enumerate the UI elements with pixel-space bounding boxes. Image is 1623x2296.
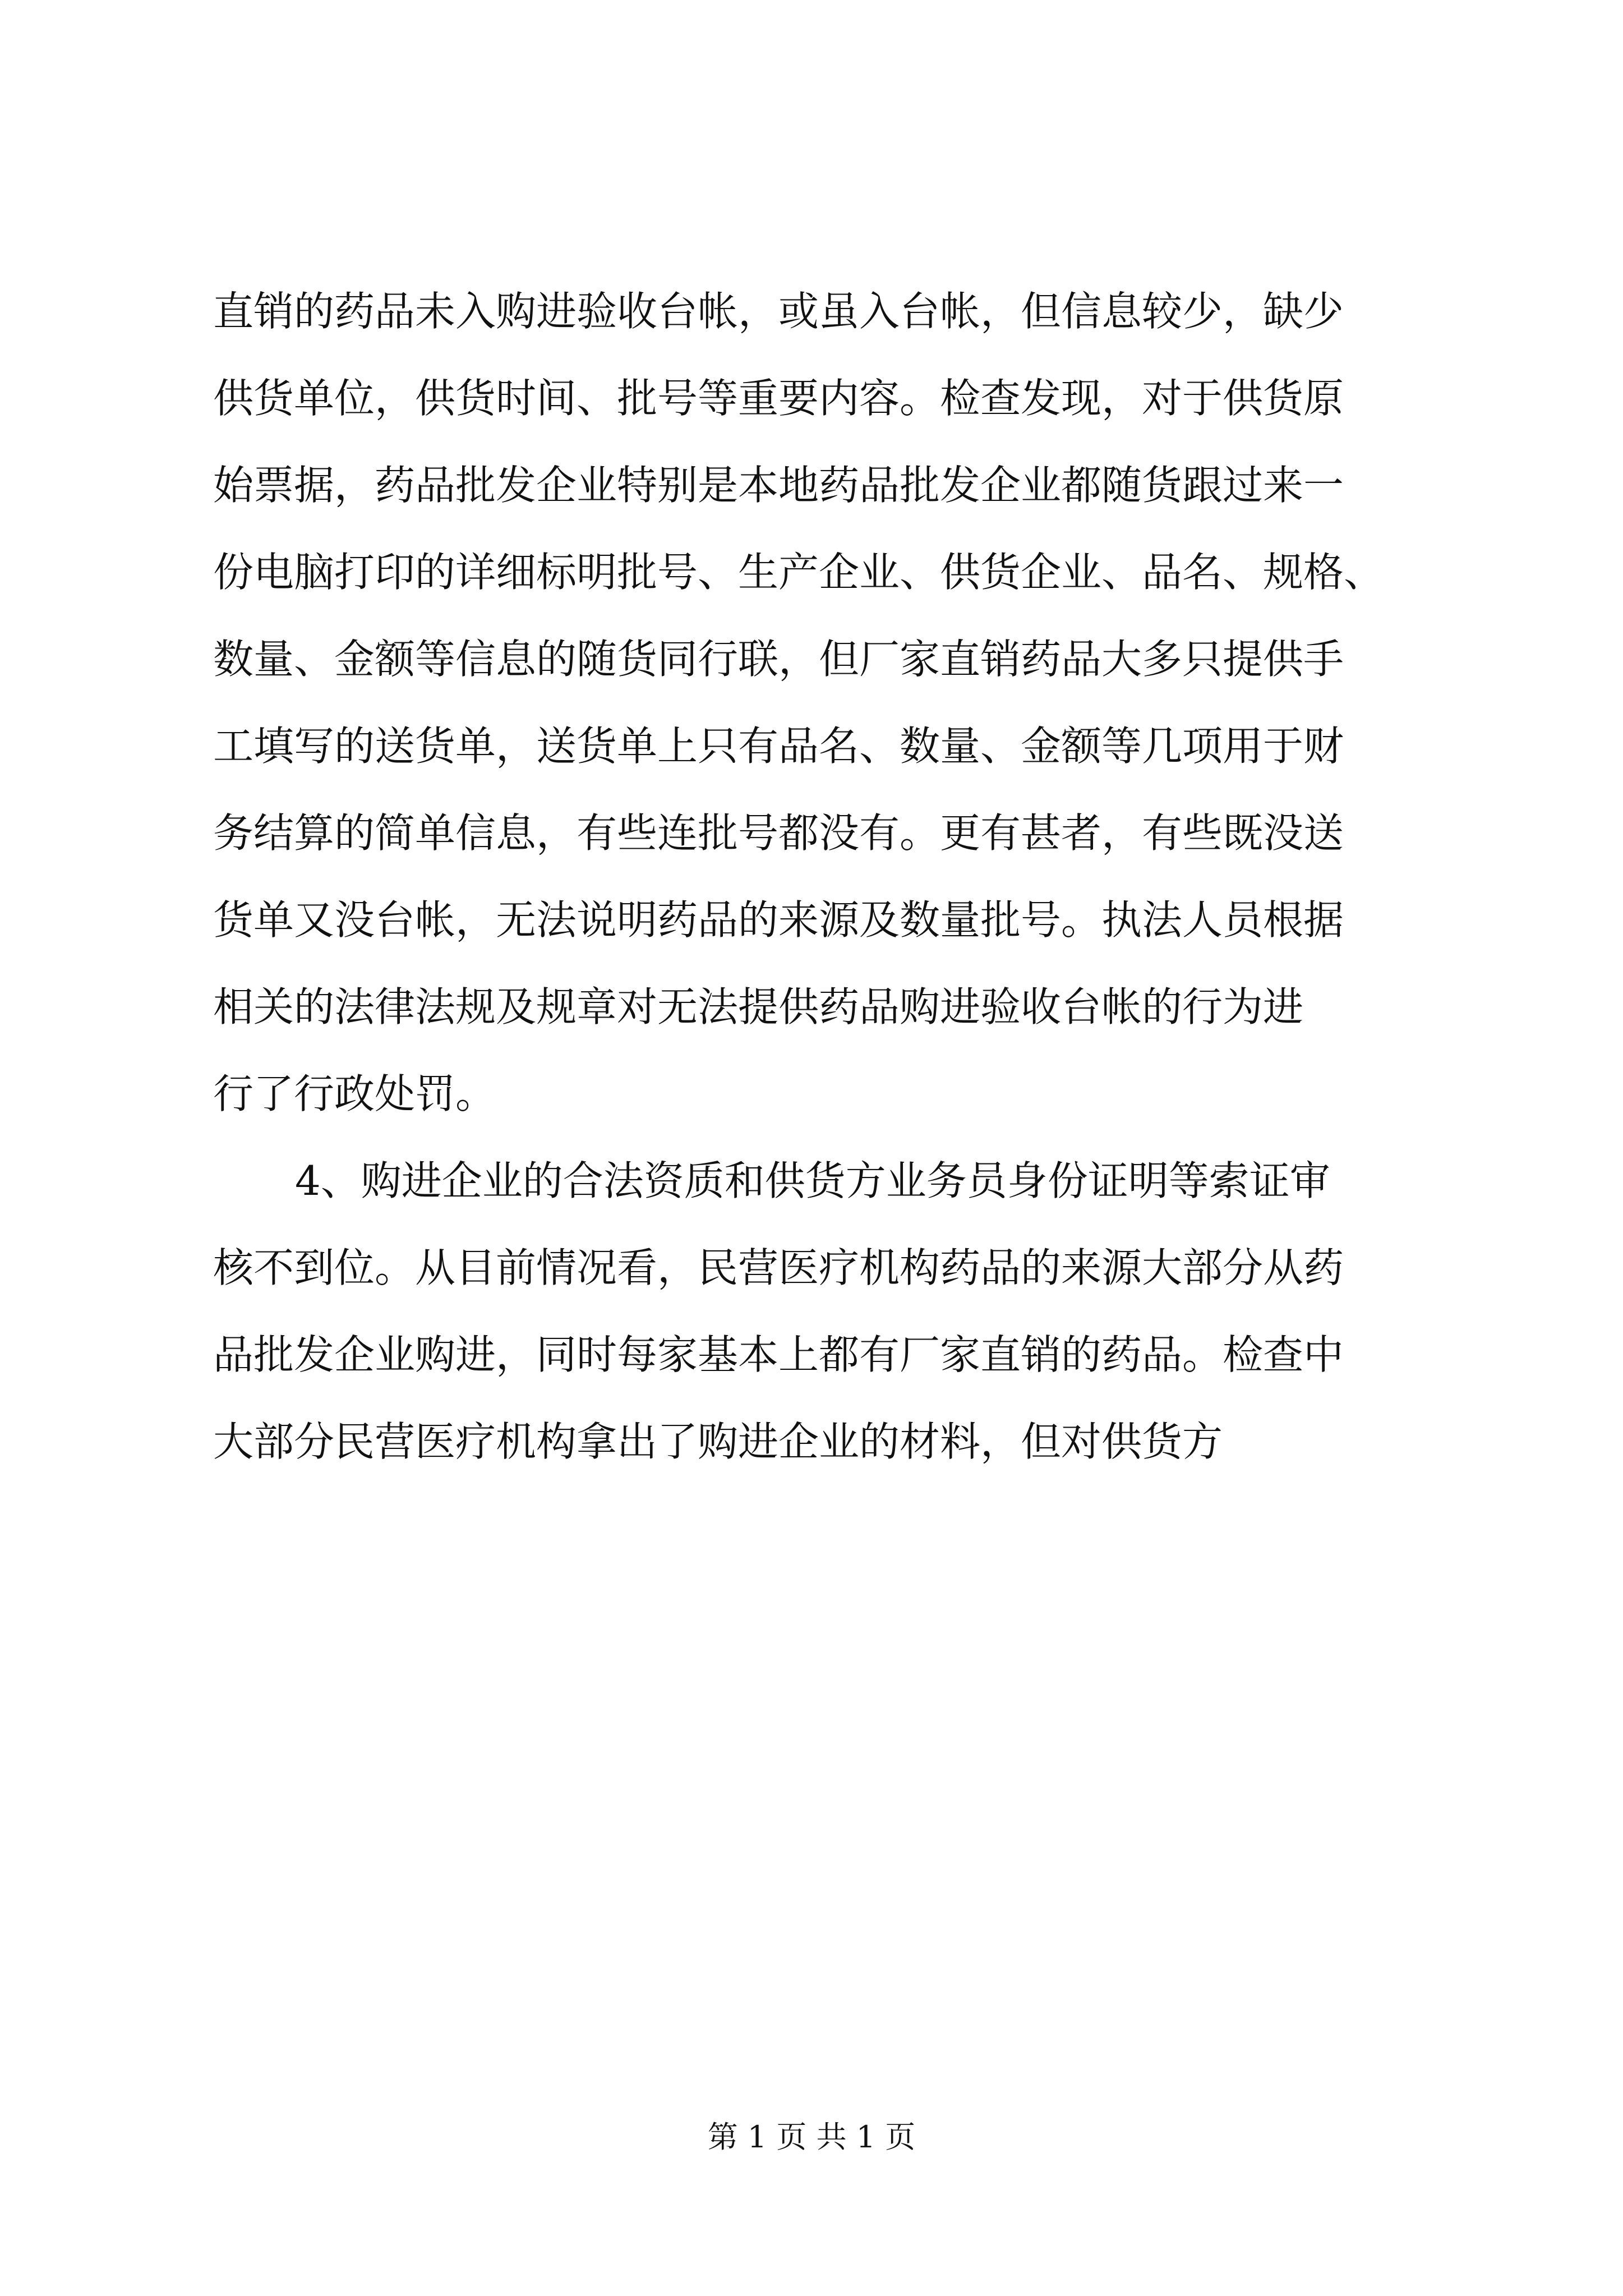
text-line: 大部分民营医疗机构拿出了购进企业的材料，但对供货方 — [213, 1418, 1223, 1465]
document-body — [213, 268, 1436, 1485]
text-line: 货单又没台帐，无法说明药品的来源及数量批号。执法人员根据 — [213, 896, 1344, 944]
text-line: 务结算的简单信息，有些连批号都没有。更有甚者，有些既没送 — [213, 809, 1344, 857]
text-line: 数量、金额等信息的随货同行联，但厂家直销药品大多只提供手 — [213, 636, 1344, 683]
text-line: 核不到位。从目前情况看，民营医疗机构药品的来源大部分从药 — [213, 1244, 1344, 1291]
text-line: 品批发企业购进，同时每家基本上都有厂家直销的药品。检查中 — [213, 1331, 1344, 1378]
text-line: 直销的药品未入购进验收台帐，或虽入台帐，但信息较少，缺少 — [213, 288, 1344, 335]
page-number-footer: 第 1 页 共 1 页 — [707, 2119, 916, 2155]
paragraph-1 — [213, 268, 1436, 1138]
text-line: 4、购进企业的合法资质和供货方业务员身份证明等索证审 — [295, 1157, 1330, 1204]
text-line: 份电脑打印的详细标明批号、生产企业、供货企业、品名、规格、 — [213, 549, 1385, 596]
text-line: 行了行政处罚。 — [213, 1070, 496, 1117]
text-line: 工填写的送货单，送货单上只有品名、数量、金额等几项用于财 — [213, 723, 1344, 770]
text-line: 相关的法律法规及规章对无法提供药品购进验收台帐的行为进 — [213, 983, 1304, 1030]
text-line: 始票据，药品批发企业特别是本地药品批发企业都随货跟过来一 — [213, 462, 1344, 509]
text-line: 供货单位，供货时间、批号等重要内容。检查发现，对于供货原 — [213, 375, 1344, 422]
paragraph-2 — [213, 1138, 1436, 1485]
